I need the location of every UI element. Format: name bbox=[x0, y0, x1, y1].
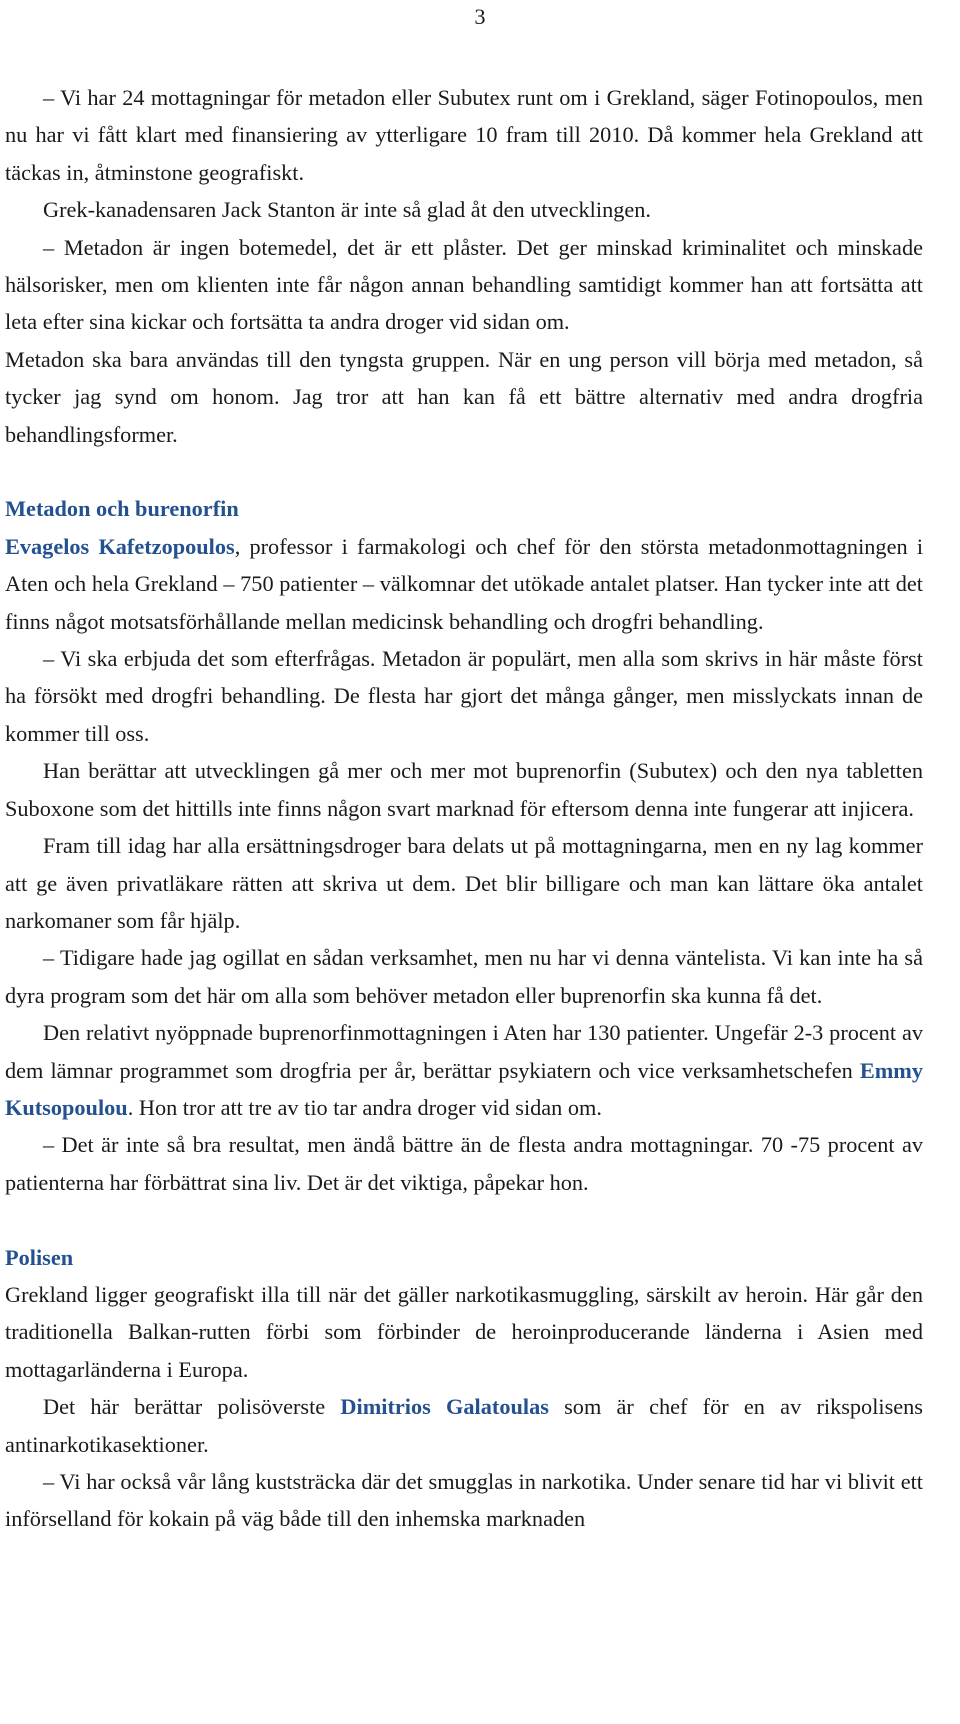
section-heading: Metadon och burenorfin bbox=[5, 496, 239, 522]
paragraph: Metadon ska bara användas till den tyngsta gruppen. När en ung person vill börja med metadon, så tycker jag synd om honom. Jag tror att han kan få ett bättre alternativ med andra drogfria behandlingsformer. bbox=[5, 346, 923, 447]
paragraph bbox=[5, 1388, 923, 1463]
paragraph: Fram till idag har alla ersättningsdroger bara delats ut på mottagningarna, men en ny lag kommer att ge även privatläkare rätten att skriva ut dem. Det blir billigare och man kan lättare öka antalet narkomaner som får hjälp. bbox=[5, 833, 923, 933]
section-gap bbox=[5, 453, 923, 490]
paragraph-text: , professor i farmakologi och chef för den största metadonmottagningen i Aten och hela Grekland – 750 patienter – välkomnar det utökade antalet platser. Han tycker inte att det finns något motsatsförhållande mellan medicinsk behandling och drogfri behandling. bbox=[5, 533, 924, 634]
paragraph: – Vi har också vår lång kuststräcka där det smugglas in narkotika. Under senare tid har vi blivit ett införselland för kokain på väg både till den inhemska marknaden bbox=[5, 1469, 923, 1532]
paragraph-text: . Hon tror att tre av tio tar andra droger vid sidan om. bbox=[127, 1094, 602, 1120]
page-number: 3 bbox=[474, 4, 486, 29]
article-body bbox=[5, 79, 923, 1538]
paragraph: – Det är inte så bra resultat, men ändå bättre än de flesta andra mottagningar. 70 -75 procent av patienterna har förbättrat sina liv. Det är det viktiga, påpekar hon. bbox=[5, 1132, 923, 1195]
paragraph: – Metadon är ingen botemedel, det är ett plåster. Det ger minskad kriminalitet och minskade hälsorisker, men om klienten inte får någon annan behandling samtidigt kommer han att fortsätta att leta efter sina kickar och fortsätta ta andra droger vid sidan om. bbox=[5, 234, 923, 335]
section-gap bbox=[5, 1201, 923, 1238]
paragraph bbox=[5, 1014, 923, 1126]
paragraph-text: Det här berättar polisöverste bbox=[43, 1394, 341, 1420]
paragraph-text: som är chef för en av rikspolisens antinarkotikasektioner. bbox=[5, 1394, 923, 1457]
paragraph: – Vi ska erbjuda det som efterfrågas. Metadon är populärt, men alla som skrivs in här måste först ha försökt med drogfri behandling. De flesta har gjort det många gånger, men misslyckats innan de kommer till oss. bbox=[5, 646, 923, 746]
paragraph: Grek-kanadensaren Jack Stanton är inte så glad åt den utvecklingen. bbox=[43, 197, 651, 223]
paragraph-text: Den relativt nyöppnade buprenorfinmottagningen i Aten har 130 patienter. Ungefär 2-3 procent av dem lämnar programmet som drogfria per år, berättar psykiatern och vice verksamhetschefen bbox=[5, 1020, 923, 1083]
person-name: Evagelos Kafetzopoulos bbox=[5, 533, 235, 559]
paragraph: – Vi har 24 mottagningar för metadon eller Subutex runt om i Grekland, säger Fotinopoulos, men nu har vi fått klart med finansiering av ytterligare 10 fram till 2010. Då kommer hela Grekland att täckas in, åtminstone geografiskt. bbox=[5, 85, 923, 185]
paragraph bbox=[5, 528, 923, 640]
person-name: Emmy Kutsopoulou bbox=[5, 1057, 923, 1120]
section-heading: Polisen bbox=[5, 1244, 74, 1270]
person-name: Dimitrios Galatoulas bbox=[340, 1394, 549, 1420]
paragraph: Grekland ligger geografiskt illa till när det gäller narkotikasmuggling, särskilt av heroin. Här går den traditionella Balkan-rutten förbi som förbinder de heroinproducerande länderna i Asien med mottagarländerna i Europa. bbox=[5, 1281, 923, 1382]
paragraph: Han berättar att utvecklingen gå mer och mer mot buprenorfin (Subutex) och den nya tabletten Suboxone som det hittills inte finns någon svart marknad för eftersom denna inte fungerar att injicera. bbox=[5, 758, 923, 821]
paragraph: – Tidigare hade jag ogillat en sådan verksamhet, men nu har vi denna väntelista. Vi kan inte ha så dyra program som det här om alla som behöver metadon eller buprenorfin ska kunna få det. bbox=[5, 945, 923, 1008]
